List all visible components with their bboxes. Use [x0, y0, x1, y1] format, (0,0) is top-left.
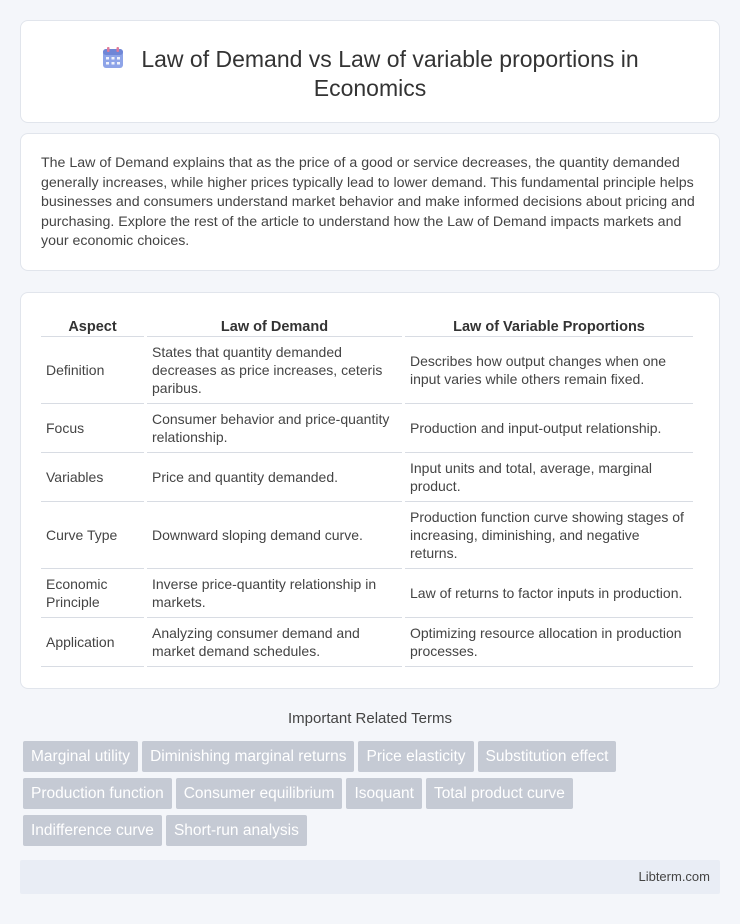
row-aspect: Definition: [41, 337, 144, 404]
table-row: [41, 618, 693, 667]
related-term-tag[interactable]: Substitution effect: [478, 741, 617, 772]
table-row: [41, 404, 693, 453]
header-aspect: Aspect: [41, 313, 144, 337]
table-row: [41, 337, 693, 404]
related-terms-row: [23, 815, 713, 852]
table-row: [41, 453, 693, 502]
row-demand: Analyzing consumer demand and market demand schedules.: [147, 618, 402, 667]
related-terms-row: [23, 778, 713, 815]
row-proportions: Production and input-output relationship.: [405, 404, 693, 453]
related-term-tag[interactable]: Total product curve: [426, 778, 573, 809]
row-aspect: Economic Principle: [41, 569, 144, 618]
related-terms: [23, 741, 713, 852]
table-row: [41, 569, 693, 618]
page-title: [21, 45, 719, 103]
title-line-2: Economics: [313, 75, 427, 101]
footer: [20, 860, 720, 894]
row-proportions: Input units and total, average, marginal product.: [405, 453, 693, 502]
header-law-of-variable-proportions: Law of Variable Proportions: [405, 313, 693, 337]
row-demand: States that quantity demanded decreases as price increases, ceteris paribus.: [147, 337, 402, 404]
related-term-tag[interactable]: Price elasticity: [358, 741, 473, 772]
row-proportions: Law of returns to factor inputs in production.: [405, 569, 693, 618]
related-term-tag[interactable]: Marginal utility: [23, 741, 138, 772]
row-demand: Price and quantity demanded.: [147, 453, 402, 502]
header-law-of-demand: Law of Demand: [147, 313, 402, 337]
calendar-icon: [101, 46, 125, 70]
row-proportions: Describes how output changes when one input varies while others remain fixed.: [405, 337, 693, 404]
comparison-card: [20, 292, 720, 689]
related-term-tag[interactable]: Short-run analysis: [166, 815, 307, 846]
row-proportions: Production function curve showing stages of increasing, diminishing, and negative returns.: [405, 502, 693, 569]
row-proportions: Optimizing resource allocation in production processes.: [405, 618, 693, 667]
row-aspect: Focus: [41, 404, 144, 453]
related-term-tag[interactable]: Consumer equilibrium: [176, 778, 343, 809]
table-header-row: [41, 313, 693, 337]
related-term-tag[interactable]: Isoquant: [346, 778, 421, 809]
row-demand: Downward sloping demand curve.: [147, 502, 402, 569]
row-aspect: Application: [41, 618, 144, 667]
related-terms-row: [23, 741, 713, 778]
related-term-tag[interactable]: Diminishing marginal returns: [142, 741, 354, 772]
title-line-1: Law of Demand vs Law of variable proportions in: [141, 46, 639, 72]
related-terms-heading: Important Related Terms: [288, 710, 452, 727]
intro-card: [20, 133, 720, 271]
related-term-tag[interactable]: Indifference curve: [23, 815, 162, 846]
title-card: [20, 20, 720, 123]
row-aspect: Curve Type: [41, 502, 144, 569]
row-demand: Inverse price-quantity relationship in markets.: [147, 569, 402, 618]
row-aspect: Variables: [41, 453, 144, 502]
table-row: [41, 502, 693, 569]
related-term-tag[interactable]: Production function: [23, 778, 172, 809]
footer-site-link[interactable]: Libterm.com: [638, 869, 710, 884]
row-demand: Consumer behavior and price-quantity relationship.: [147, 404, 402, 453]
intro-paragraph: The Law of Demand explains that as the price of a good or service decreases, the quantity demanded generally increases, while higher prices typically lead to lower demand. This fundamental principle helps businesses and consumers understand market behavior and make informed decisions about pricing and purchasing. Explore the rest of the article to understand how the Law of Demand impacts markets and your economic choices.: [41, 155, 695, 249]
comparison-table: [38, 313, 696, 667]
